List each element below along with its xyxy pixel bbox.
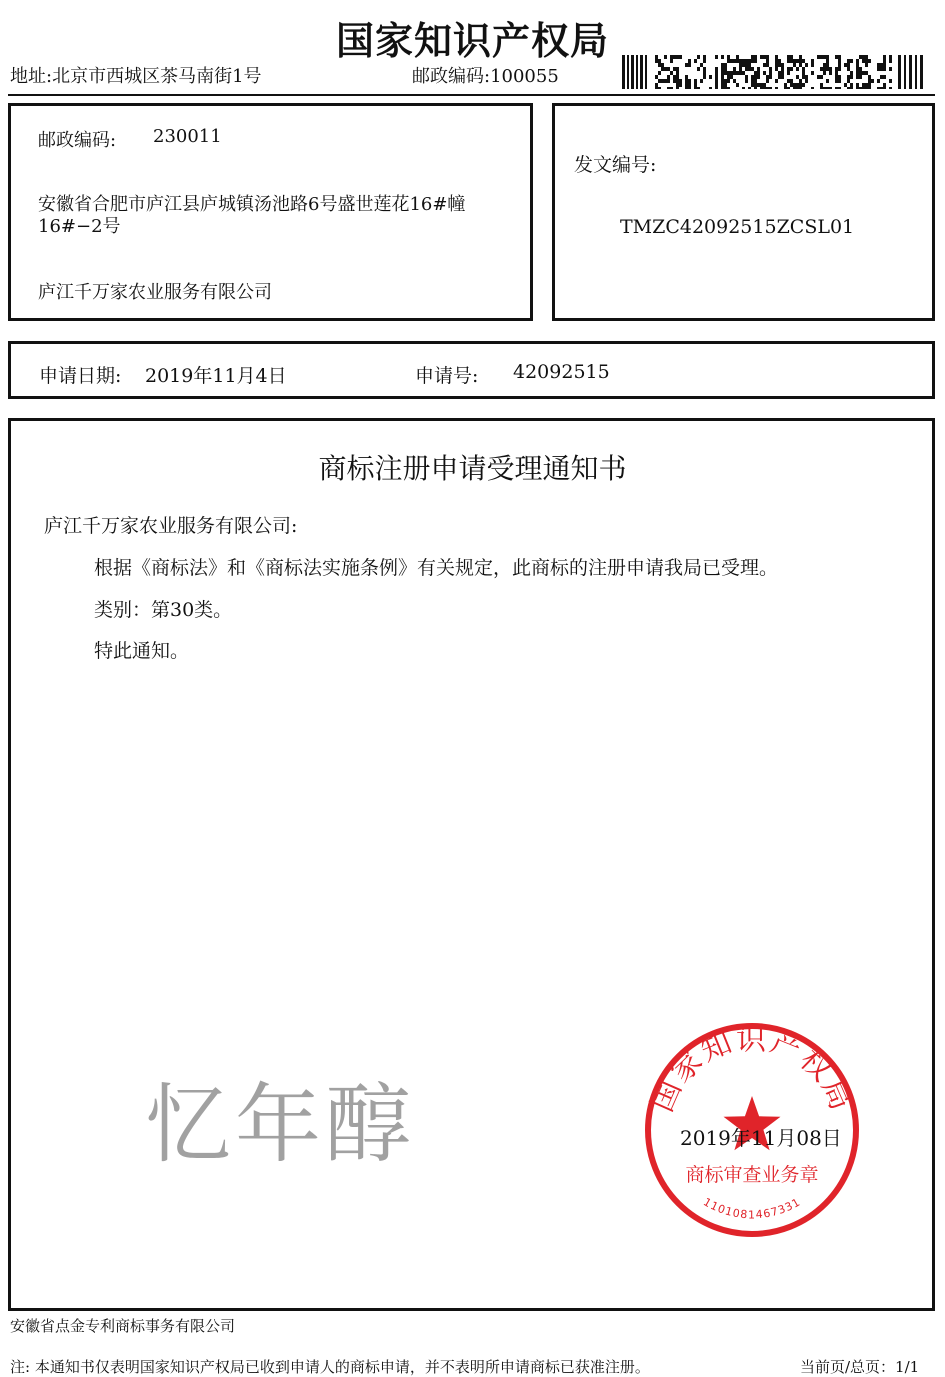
recipient-box: [8, 103, 533, 321]
application-number-value: 42092515: [513, 361, 610, 383]
application-box: [8, 341, 935, 399]
notice-salutation: 庐江千万家农业服务有限公司:: [44, 515, 298, 537]
recipient-postal-label: 邮政编码:: [38, 130, 117, 151]
doc-number-value: TMZC42092515ZCSL01: [620, 216, 855, 238]
svg-text:商标审查业务章: 商标审查业务章: [685, 1164, 819, 1186]
doc-number-label: 发文编号:: [574, 154, 657, 176]
notice-body: 根据《商标法》和《商标法实施条例》有关规定，此商标的注册申请我局已受理。: [94, 557, 779, 579]
agency-name: 安徽省点金专利商标事务有限公司: [10, 1317, 236, 1335]
application-date-value: 2019年11月4日: [145, 365, 287, 387]
page-title: 国家知识产权局: [335, 18, 609, 63]
notice-closing: 特此通知。: [94, 640, 190, 662]
barcode: [622, 55, 930, 89]
recipient-address-line2: 16#−2号: [38, 216, 121, 237]
notice-title: 商标注册申请受理通知书: [318, 452, 627, 485]
recipient-address-line1: 安徽省合肥市庐江县庐城镇汤池路6号盛世莲花16#幢: [38, 194, 466, 215]
header-divider: [8, 94, 935, 96]
notice-category: 类别：第30类。: [94, 599, 233, 621]
seal-date: 2019年11月08日: [680, 1126, 842, 1150]
application-date-label: 申请日期:: [39, 365, 122, 387]
doc-number-box: [552, 103, 935, 321]
watermark-logo: 忆年醇: [145, 1075, 415, 1175]
svg-text:1101081467331: 1101081467331: [701, 1195, 803, 1222]
recipient-postal-code: 230011: [153, 126, 222, 147]
svg-text:国家知识产权局: 国家知识产权局: [644, 1022, 860, 1117]
recipient-company: 庐江千万家农业服务有限公司: [38, 282, 272, 303]
application-number-label: 申请号:: [415, 365, 479, 387]
office-postal-code: 邮政编码:100055: [412, 66, 559, 87]
office-address: 地址:北京市西城区茶马南街1号: [10, 66, 262, 87]
page-indicator: 当前页/总页：1/1: [800, 1358, 920, 1376]
footer-note: 注: 本通知书仅表明国家知识产权局已收到申请人的商标申请，并不表明所申请商标已获准注册。: [10, 1358, 650, 1376]
